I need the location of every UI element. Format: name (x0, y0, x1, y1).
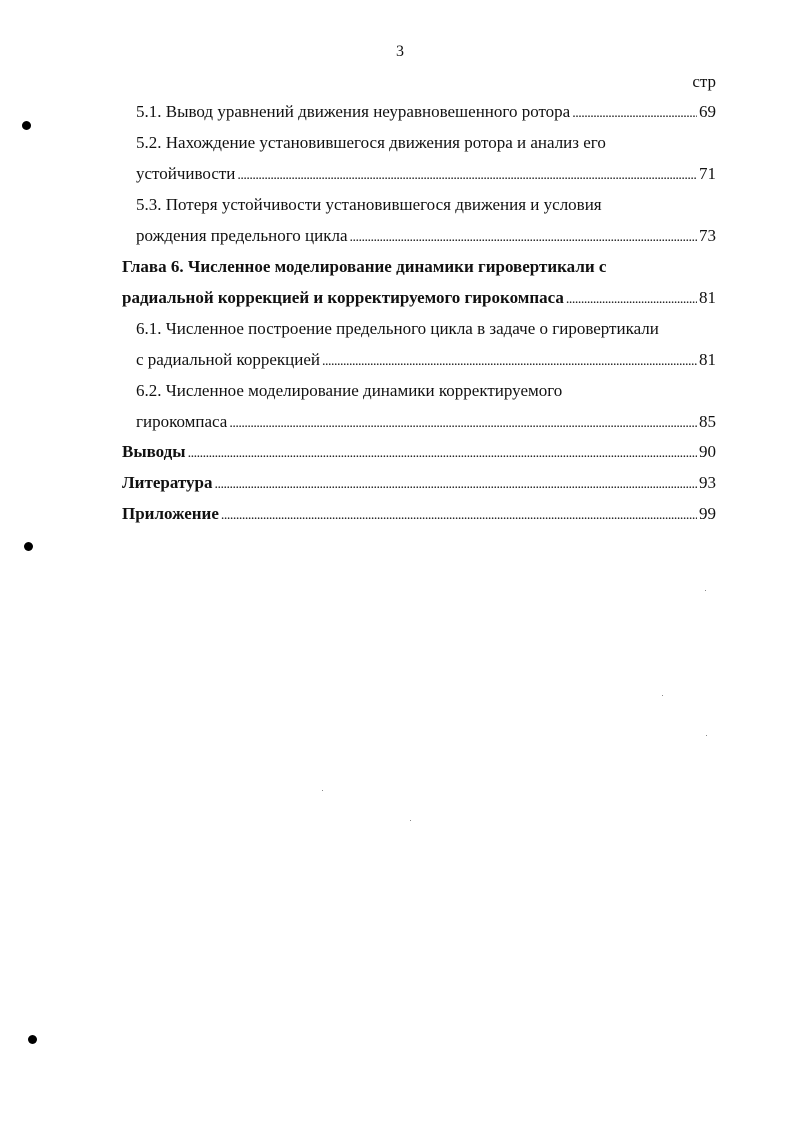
toc-entry-6-2-line1: 6.2. Численное моделирование динамики корректируемого (136, 381, 563, 400)
dot-leader (566, 287, 697, 311)
toc-entry-6-1-line1: 6.1. Численное построение предельного цикла в задаче о гировертикали (136, 319, 659, 338)
dot-leader (572, 101, 697, 125)
toc-entry-5-2[interactable] (136, 163, 716, 187)
toc-entry-title: рождения предельного цикла (136, 226, 348, 245)
toc-entry-page: 73 (699, 226, 716, 245)
toc-conclusions[interactable] (122, 441, 716, 465)
dot-leader (229, 411, 697, 435)
toc-entry-title: радиальной коррекцией и корректируемого гирокомпаса (122, 288, 564, 307)
toc-entry-title: 5.1. Вывод уравнений движения неуравновешенного ротора (136, 102, 571, 121)
toc-entry-page: 93 (699, 473, 716, 492)
scan-dot (22, 121, 31, 130)
toc-entry-page: 81 (699, 350, 716, 369)
page-number: 3 (396, 43, 404, 60)
scan-speck (705, 590, 706, 591)
scan-dot (28, 1035, 37, 1044)
toc-entry-page: 90 (699, 442, 716, 461)
toc-entry-6-1[interactable] (136, 349, 716, 373)
toc-entry-5-3-line1: 5.3. Потеря устойчивости установившегося движения и условия (136, 195, 602, 214)
scan-dot (24, 542, 33, 551)
toc-literature[interactable] (122, 472, 716, 496)
dot-leader (214, 472, 697, 496)
toc-entry-title: с радиальной коррекцией (136, 350, 321, 369)
toc-entry-title: Приложение (122, 504, 219, 523)
toc-entry-5-1[interactable] (136, 101, 716, 125)
dot-leader (188, 441, 697, 465)
toc-appendix[interactable] (122, 503, 716, 527)
toc-entry-5-3[interactable] (136, 225, 716, 249)
dot-leader (221, 503, 697, 527)
scan-speck (410, 820, 411, 821)
toc-entry-page: 69 (699, 102, 716, 121)
scan-speck (322, 790, 323, 791)
toc-chapter-6[interactable] (122, 287, 716, 311)
toc-chapter-6-line1: Глава 6. Численное моделирование динамики гировертикали с (122, 257, 607, 276)
toc-entry-5-2-line1: 5.2. Нахождение установившегося движения ротора и анализ его (136, 133, 606, 152)
toc-entry-title: устойчивости (136, 164, 236, 183)
toc-entry-title: гирокомпаса (136, 412, 228, 431)
toc-entry-title: Выводы (122, 442, 186, 461)
toc-entry-page: 71 (699, 164, 716, 183)
dot-leader (237, 163, 697, 187)
toc-entry-page: 85 (699, 412, 716, 431)
scan-speck (662, 695, 663, 696)
dot-leader (350, 225, 697, 249)
dot-leader (322, 349, 697, 373)
toc-entry-title: Литература (122, 473, 213, 492)
scan-speck (706, 735, 707, 736)
page-column-label: стр (692, 72, 716, 91)
toc-entry-page: 99 (699, 504, 716, 523)
toc-entry-page: 81 (699, 288, 716, 307)
toc-entry-6-2[interactable] (136, 411, 716, 435)
